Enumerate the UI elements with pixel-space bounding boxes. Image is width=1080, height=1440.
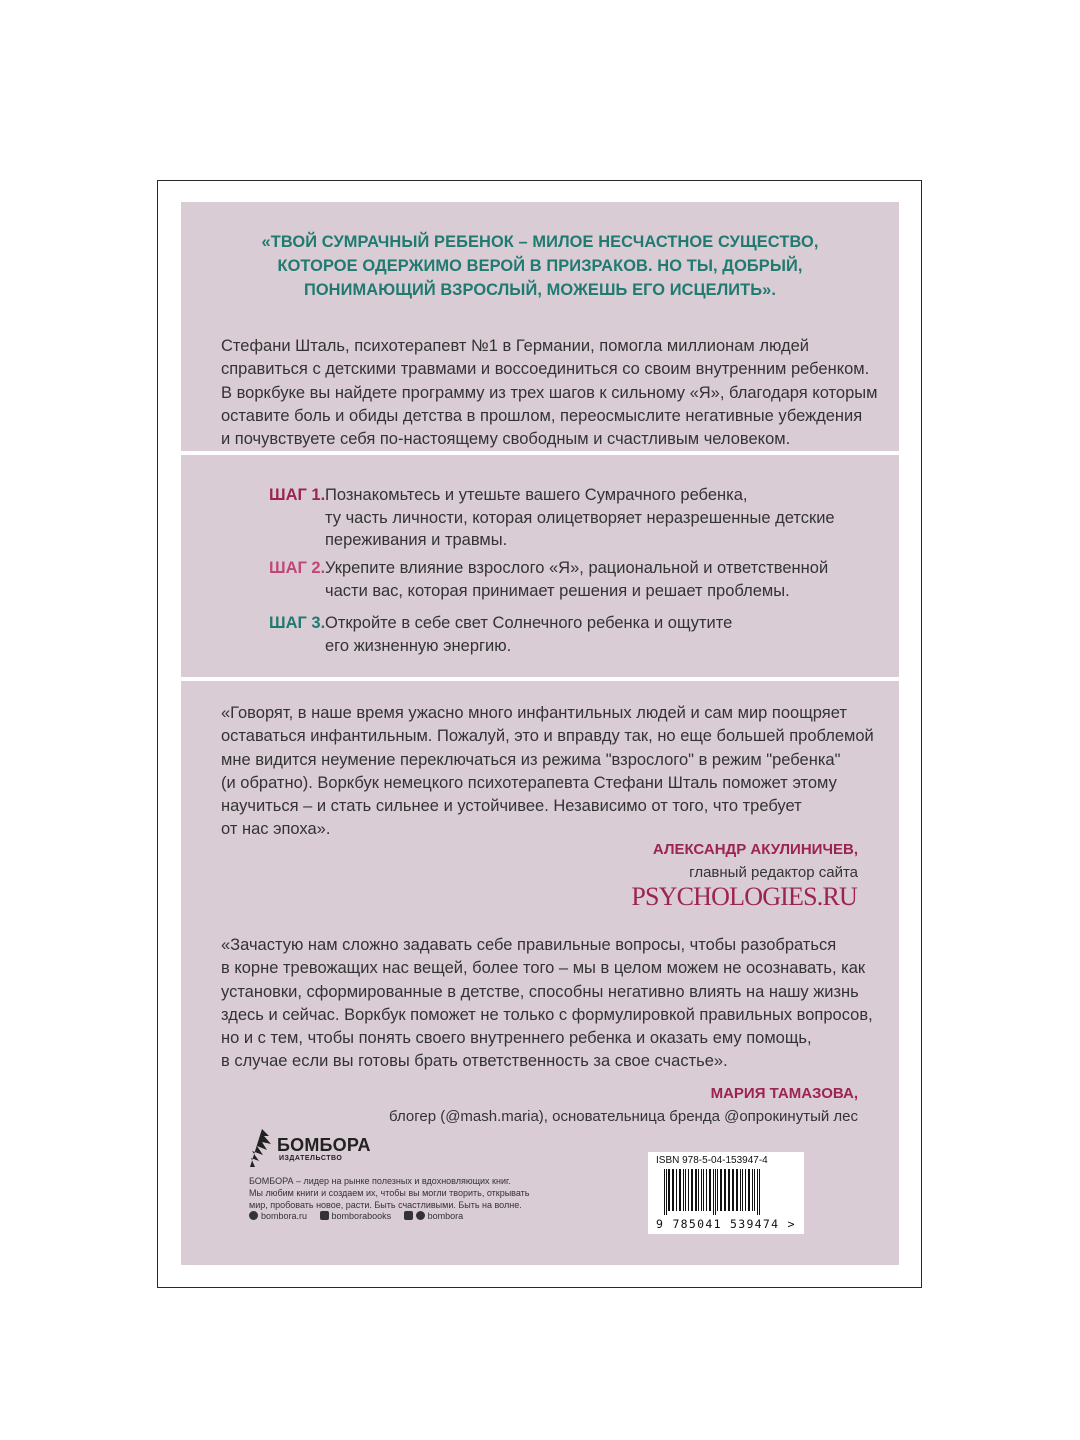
- intro-line: и почувствуете себя по-настоящему свободным и счастливым человеком.: [221, 430, 791, 449]
- publisher-name: БОМБОРА: [277, 1135, 371, 1155]
- step-line: части вас, которая принимает решения и решает проблемы.: [325, 581, 790, 600]
- publisher-socials: [249, 1211, 473, 1221]
- review-1-author: [653, 838, 858, 884]
- psychologies-logo: PSYCHOLOGIES.RU: [631, 882, 857, 911]
- quote-line: от нас эпоха».: [221, 820, 331, 839]
- quote-line: оставаться инфантильным. Пожалуй, это и вправду так, но еще большей проблемой: [221, 727, 874, 746]
- social-messenger: [404, 1211, 464, 1221]
- author-role: главный редактор сайта: [689, 864, 858, 881]
- barcode-graphic: [664, 1169, 788, 1215]
- step-line: Познакомьтесь и утешьте вашего Сумрачного ребенка,: [325, 486, 748, 504]
- quote-line: установки, сформированные в детстве, способны негативно влиять на нашу жизнь: [221, 982, 859, 1001]
- author-name: МАРИЯ ТАМАЗОВА,: [710, 1085, 858, 1102]
- step-2-label: ШАГ 2.: [269, 559, 326, 577]
- review-quote-2: [221, 934, 873, 1074]
- quote-line: но и с тем, чтобы понять своего внутреннего ребенка и оказать ему помощь,: [221, 1029, 812, 1048]
- intro-line: справиться с детскими травмами и воссоединиться со своим внутренним ребенком.: [221, 360, 870, 379]
- publisher-desc-line: БОМБОРА – лидер на рынке полезных и вдохновляющих книг.: [249, 1176, 511, 1186]
- publisher-description: [249, 1175, 529, 1211]
- bombora-icon: [249, 1127, 275, 1169]
- quote-line: «Говорят, в наше время ужасно много инфантильных людей и сам мир поощряет: [221, 704, 847, 722]
- publisher-desc-line: мир, пробовать новое, расти. Быть счастливыми. Быть на волне.: [249, 1200, 522, 1210]
- author-name: АЛЕКСАНДР АКУЛИНИЧЕВ,: [652, 841, 858, 858]
- quote-line: в случае если вы готовы брать ответственность за свое счастье».: [221, 1052, 728, 1071]
- quote-line: здесь и сейчас. Воркбук поможет не только с формулировкой правильных вопросов,: [221, 1005, 873, 1024]
- globe-icon: [249, 1211, 258, 1220]
- social-messenger-label: bombora: [427, 1211, 464, 1221]
- headline-quote: [181, 230, 899, 302]
- reviews-panel: [181, 681, 899, 1265]
- author-role: блогер (@mash.maria), основательница бренда @опрокинутый лес: [389, 1108, 858, 1125]
- quote-line: научиться – и стать сильнее и устойчивее. Независимо от того, что требует: [221, 797, 802, 816]
- social-website: [249, 1211, 307, 1221]
- social-website-label: bombora.ru: [261, 1211, 308, 1221]
- step-1-label: ШАГ 1.: [269, 486, 326, 504]
- book-back-cover: [157, 180, 922, 1288]
- isbn-barcode-box: [648, 1152, 804, 1234]
- headline-line: «ТВОЙ СУМРАЧНЫЙ РЕБЕНОК – МИЛОЕ НЕСЧАСТНОЕ СУЩЕСТВО,: [261, 233, 819, 251]
- intro-line: оставите боль и обиды детства в прошлом, переосмыслите негативные убеждения: [221, 406, 863, 425]
- intro-paragraph: [221, 335, 878, 451]
- headline-line: КОТОРОЕ ОДЕРЖИМО ВЕРОЙ В ПРИЗРАКОВ. НО ТЫ, ДОБРЫЙ,: [277, 257, 803, 275]
- telegram-icon: [416, 1211, 425, 1220]
- isbn-digits: 9 785041 539474 >: [656, 1217, 796, 1231]
- youtube-icon: [404, 1211, 413, 1220]
- publisher-subtitle: ИЗДАТЕЛЬСТВО: [279, 1155, 343, 1162]
- social-vk-label: bomborabooks: [331, 1211, 392, 1221]
- vk-icon: [320, 1211, 329, 1220]
- step-line: Укрепите влияние взрослого «Я», рациональной и ответственной: [325, 559, 829, 577]
- bombora-logo: [249, 1127, 371, 1169]
- intro-panel: [181, 202, 899, 451]
- review-quote-1: [221, 702, 874, 842]
- quote-line: (и обратно). Воркбук немецкого психотерапевта Стефани Шталь поможет этому: [221, 773, 837, 792]
- quote-line: в корне тревожащих нас вещей, более того – мы в целом можем не осознавать, как: [221, 959, 866, 978]
- intro-line: В воркбуке вы найдете программу из трех шагов к сильному «Я», благодаря которым: [221, 383, 878, 402]
- quote-line: «Зачастую нам сложно задавать себе правильные вопросы, чтобы разобраться: [221, 936, 837, 954]
- isbn-number: ISBN 978-5-04-153947-4: [656, 1155, 768, 1166]
- step-line: переживания и травмы.: [325, 531, 508, 549]
- review-2-author: [389, 1082, 858, 1128]
- step-line: Откройте в себе свет Солнечного ребенка и ощутите: [325, 614, 733, 632]
- social-vk: [320, 1211, 392, 1221]
- step-line: его жизненную энергию.: [325, 636, 512, 655]
- publisher-desc-line: Мы любим книги и создаем их, чтобы вы могли творить, открывать: [249, 1188, 530, 1198]
- step-1-text: [325, 484, 835, 552]
- headline-line: ПОНИМАЮЩИЙ ВЗРОСЛЫЙ, МОЖЕШЬ ЕГО ИСЦЕЛИТЬ».: [303, 281, 777, 299]
- step-line: ту часть личности, которая олицетворяет неразрешенные детские: [325, 508, 835, 527]
- step-3-text: [325, 612, 732, 657]
- steps-panel: [181, 455, 899, 677]
- step-2-text: [325, 557, 828, 602]
- quote-line: мне видится неумение переключаться из режима "взрослого" в режим "ребенка": [221, 750, 841, 769]
- step-3-label: ШАГ 3.: [269, 614, 326, 632]
- intro-line: Стефани Шталь, психотерапевт №1 в Германии, помогла миллионам людей: [221, 337, 810, 355]
